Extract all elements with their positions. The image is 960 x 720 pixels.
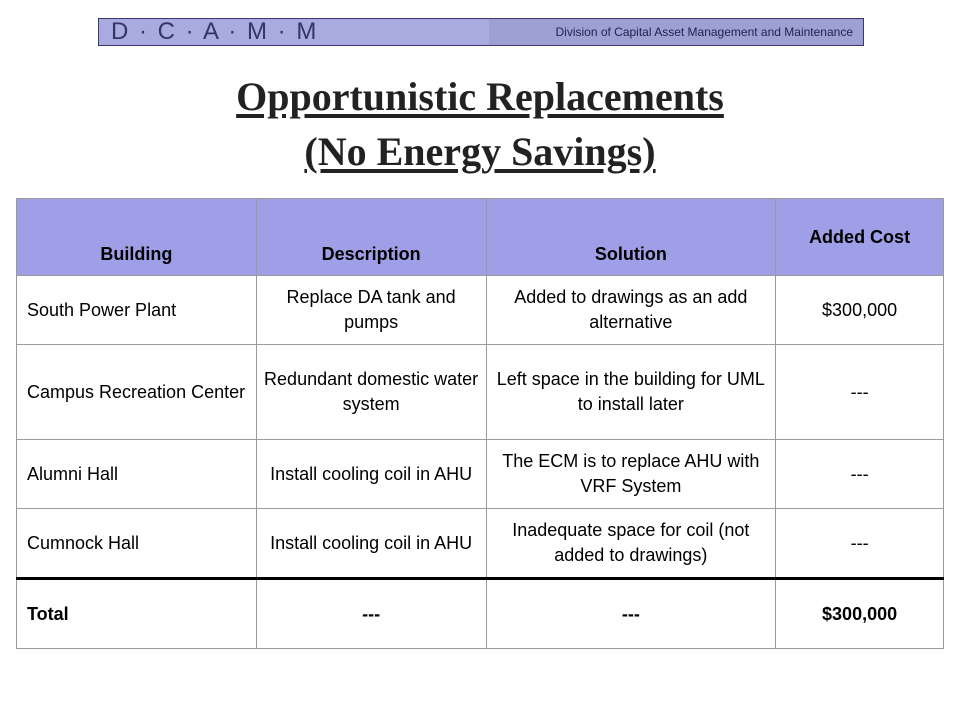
cell-solution: Inadequate space for coil (not added to drawings) bbox=[486, 509, 776, 579]
cell-solution: Left space in the building for UML to install later bbox=[486, 345, 776, 440]
dcamm-logo: D · C · A · M · M bbox=[111, 18, 319, 45]
total-label: Total bbox=[17, 579, 257, 649]
replacements-table bbox=[16, 198, 944, 649]
header-added-cost: Added Cost bbox=[776, 199, 944, 276]
table-header-row bbox=[17, 199, 944, 276]
cell-cost: $300,000 bbox=[776, 276, 944, 345]
total-solution: --- bbox=[486, 579, 776, 649]
table-row bbox=[17, 276, 944, 345]
cell-building: Cumnock Hall bbox=[17, 509, 257, 579]
cell-cost: --- bbox=[776, 440, 944, 509]
cell-description: Replace DA tank and pumps bbox=[256, 276, 486, 345]
cell-building: Alumni Hall bbox=[17, 440, 257, 509]
banner-logo-area bbox=[99, 19, 489, 45]
cell-building: Campus Recreation Center bbox=[17, 345, 257, 440]
banner-tagline: Division of Capital Asset Management and Maintenance bbox=[555, 25, 853, 39]
cell-cost: --- bbox=[776, 345, 944, 440]
table-total-row bbox=[17, 579, 944, 649]
cell-description: Redundant domestic water system bbox=[256, 345, 486, 440]
header-building: Building bbox=[17, 199, 257, 276]
header-description: Description bbox=[256, 199, 486, 276]
cell-solution: The ECM is to replace AHU with VRF System bbox=[486, 440, 776, 509]
cell-description: Install cooling coil in AHU bbox=[256, 509, 486, 579]
slide-title-line2: (No Energy Savings) bbox=[304, 129, 656, 174]
cell-building: South Power Plant bbox=[17, 276, 257, 345]
cell-solution: Added to drawings as an add alternative bbox=[486, 276, 776, 345]
cell-description: Install cooling coil in AHU bbox=[256, 440, 486, 509]
table-row bbox=[17, 440, 944, 509]
table-row bbox=[17, 509, 944, 579]
header-banner bbox=[98, 18, 864, 46]
total-description: --- bbox=[256, 579, 486, 649]
header-solution: Solution bbox=[486, 199, 776, 276]
slide-title-line1: Opportunistic Replacements bbox=[236, 74, 724, 119]
table-row bbox=[17, 345, 944, 440]
cell-cost: --- bbox=[776, 509, 944, 579]
total-cost: $300,000 bbox=[776, 579, 944, 649]
